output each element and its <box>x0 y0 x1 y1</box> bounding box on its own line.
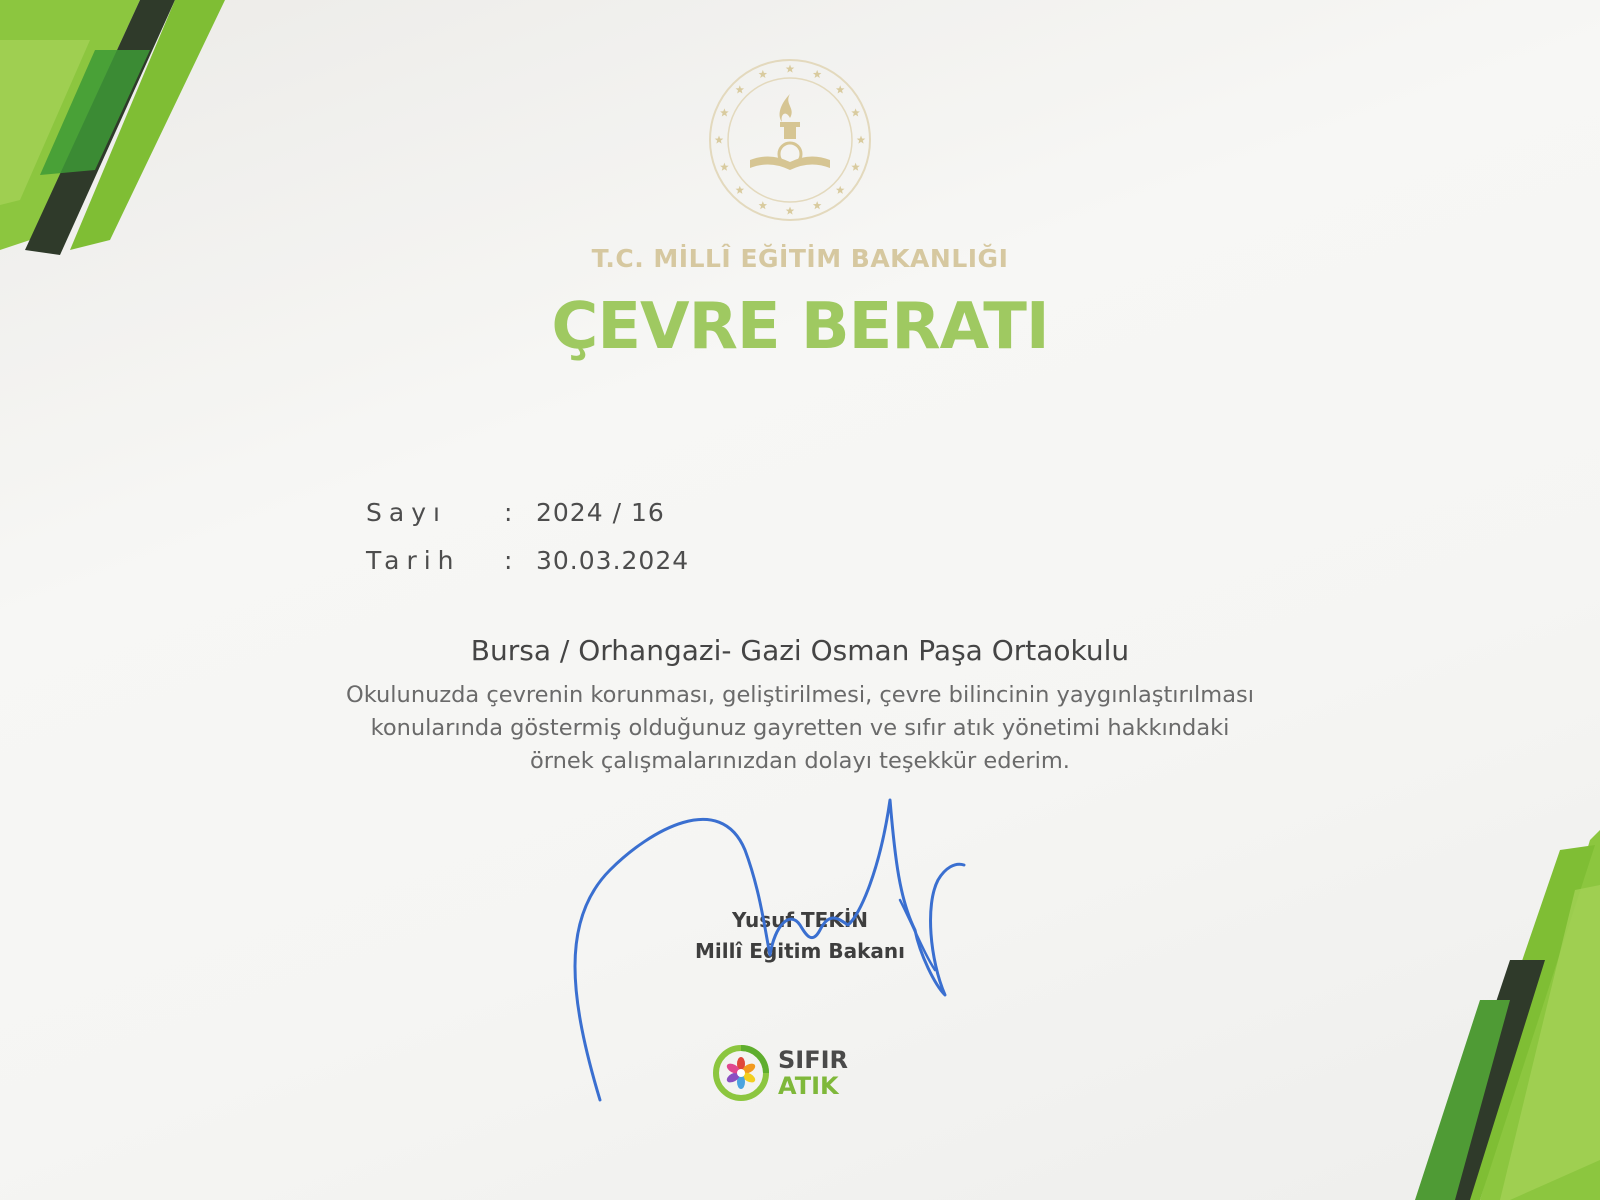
certificate-title: ÇEVRE BERATI <box>551 290 1049 364</box>
seal-star-icon <box>759 70 768 78</box>
seal-star-icon <box>720 163 729 171</box>
logo-text-atik: ATIK <box>778 1072 839 1100</box>
seal-star-icon <box>759 201 768 209</box>
logo-text-sifir: SIFIR <box>778 1046 849 1074</box>
sayi-value: 2024 / 16 <box>536 498 665 527</box>
sayi-label: Sayı <box>366 498 447 527</box>
body-line: örnek çalışmalarınızdan dolayı teşekkür ederim. <box>530 748 1070 774</box>
body-line: konularında göstermiş olduğunuz gayretten ve sıfır atık yönetimi hakkındaki <box>370 715 1230 741</box>
seal-star-icon <box>786 207 795 215</box>
certificate-body <box>160 679 1440 778</box>
seal-star-icon <box>736 186 745 194</box>
corner-decoration-bottom-right <box>1360 830 1600 1200</box>
seal-star-icon <box>813 70 822 78</box>
signer-name: Yusuf TEKİN <box>731 908 869 932</box>
seal-star-icon <box>715 136 724 144</box>
seal-star-icon <box>836 186 845 194</box>
seal-star-icon <box>736 85 745 93</box>
tarih-separator: : <box>504 546 513 575</box>
ministry-seal-emblem <box>706 56 874 224</box>
tarih-value: 30.03.2024 <box>536 546 690 575</box>
seal-star-icon <box>836 85 845 93</box>
signer-title: Millî Eğitim Bakanı <box>695 939 905 963</box>
ministry-name: T.C. MİLLÎ EĞİTİM BAKANLIĞI <box>591 244 1009 273</box>
tarih-label: Tarih <box>366 546 461 575</box>
seal-star-icon <box>813 201 822 209</box>
seal-star-icon <box>851 163 860 171</box>
seal-star-icon <box>786 65 795 73</box>
recycle-flower-icon <box>712 1044 770 1102</box>
seal-star-icon <box>857 136 866 144</box>
corner-decoration-top-left <box>0 0 240 270</box>
body-line: Okulunuzda çevrenin korunması, geliştirilmesi, çevre bilincinin yaygınlaştırılması <box>346 682 1254 708</box>
sayi-separator: : <box>504 498 513 527</box>
seal-star-icon <box>851 108 860 116</box>
sifir-atik-logo <box>712 1040 872 1110</box>
recipient-school: Bursa / Orhangazi- Gazi Osman Paşa Ortaokulu <box>470 634 1130 667</box>
seal-star-icon <box>720 108 729 116</box>
